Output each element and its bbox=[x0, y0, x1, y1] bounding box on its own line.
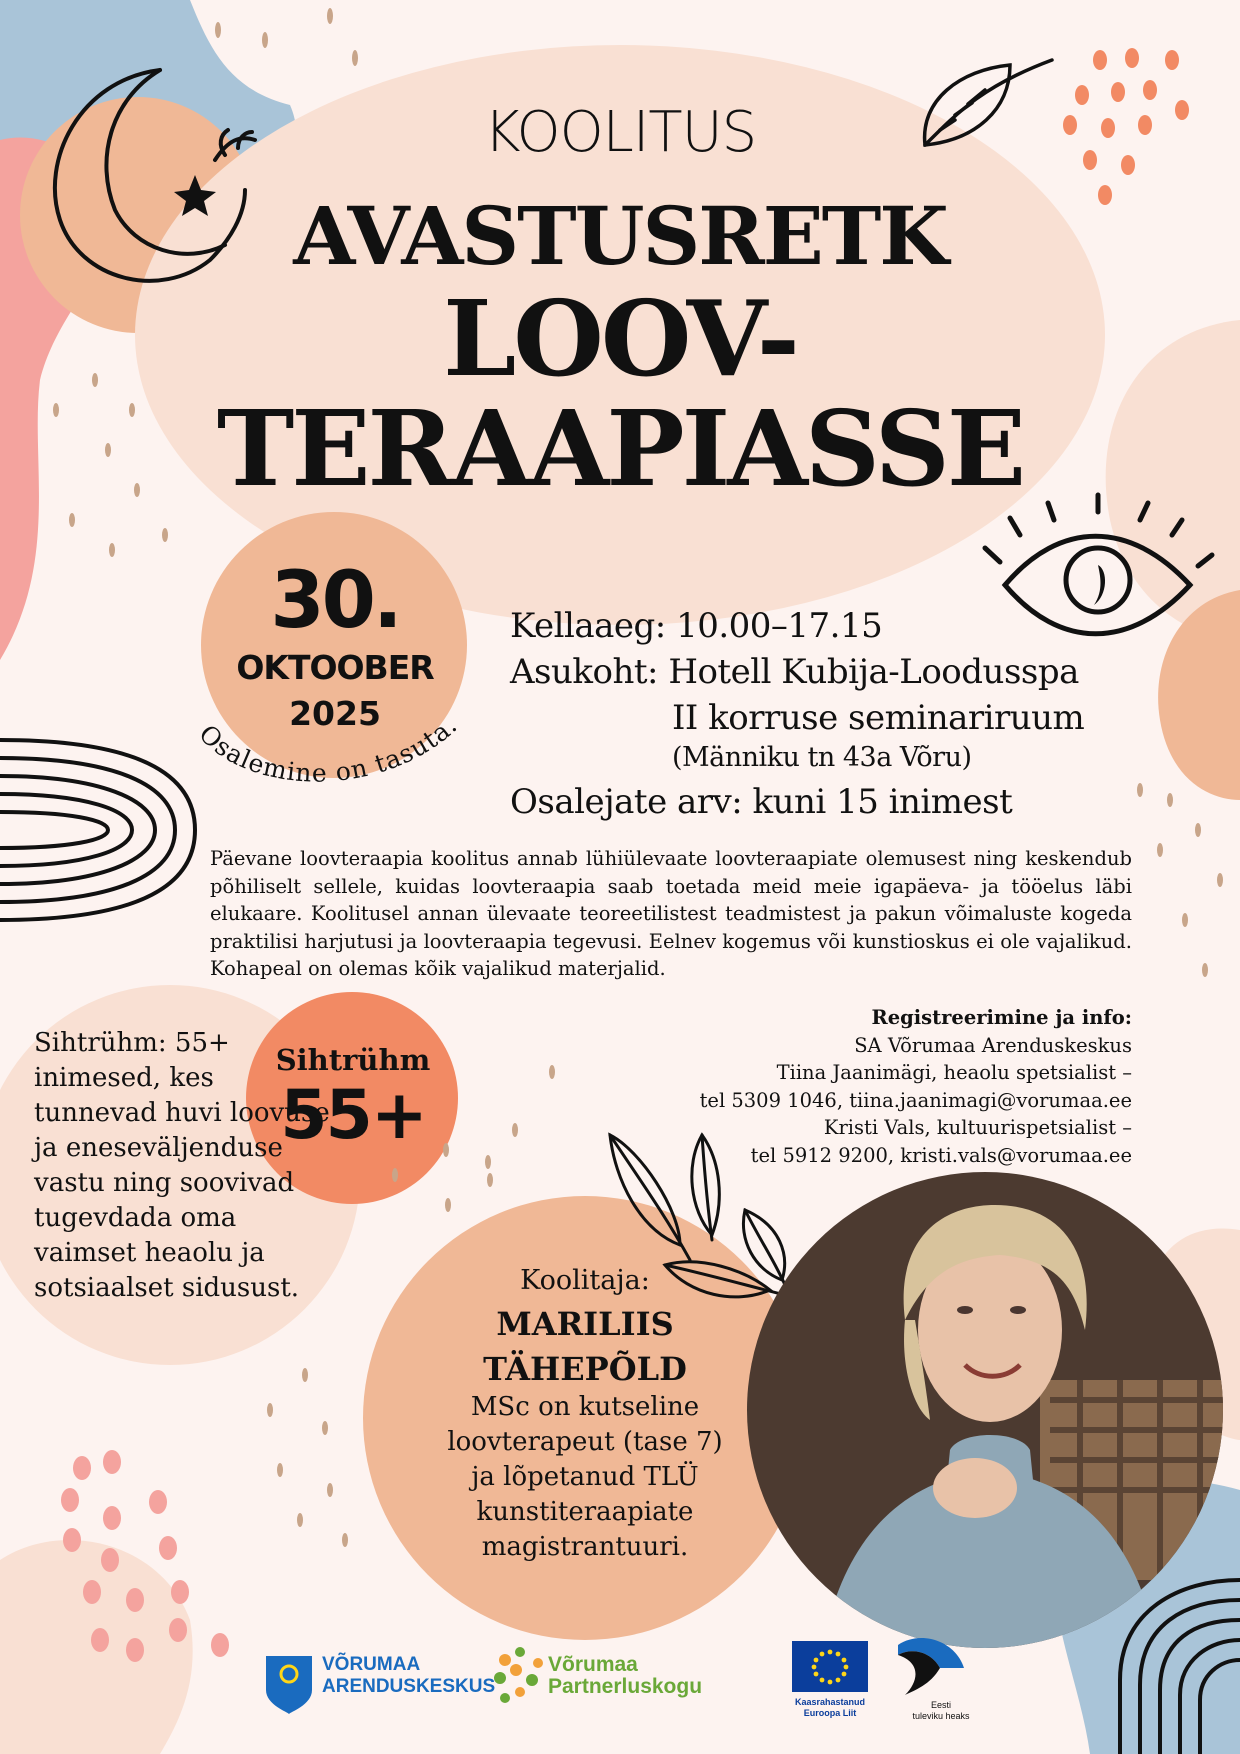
location-line-2: II korruse seminariruum bbox=[672, 698, 1085, 738]
eu-line-1: Kaasrahastanud bbox=[794, 1697, 866, 1707]
eu-logo bbox=[780, 1697, 880, 1719]
title-line-2: LOOV- bbox=[443, 277, 797, 400]
target-badge-label: Sihtrühm bbox=[275, 1043, 431, 1077]
date-day: 30. bbox=[270, 556, 400, 646]
partnerluskogu-line-2: Partnerluskogu bbox=[548, 1675, 703, 1698]
partnerluskogu-line-1: Võrumaa bbox=[548, 1653, 638, 1676]
time-value: 10.00–17.15 bbox=[676, 606, 883, 646]
target-badge-value: 55+ bbox=[280, 1076, 426, 1155]
date-month: OKTOOBER bbox=[236, 648, 434, 687]
event-type: KOOLITUS bbox=[483, 100, 757, 165]
date-year: 2025 bbox=[289, 694, 381, 733]
contact-2-details: tel 5912 9200, kristi.vals@vorumaa.ee bbox=[750, 1143, 1132, 1167]
target-description: Sihtrühm: 55+ inimesed, kes tunnevad huvi loovuse ja eneseväljenduse vastu ning soovivad tugevdada oma vaimset heaolu ja sotsiaalset sidusust. bbox=[34, 1028, 330, 1303]
arenduskeskus-line-2: ARENDUSKESKUS bbox=[322, 1676, 496, 1697]
trainer-bio-3: ja lõpetanud TLÜ bbox=[471, 1462, 699, 1492]
location-line-1: Hotell Kubija-Loodusspa bbox=[668, 652, 1079, 692]
registration-org: SA Võrumaa Arenduskeskus bbox=[854, 1033, 1132, 1057]
estonia-line-2: tuleviku heaks bbox=[912, 1711, 970, 1721]
location-label: Asukoht: bbox=[510, 652, 658, 692]
trainer-bio-4: kunstiteraapiate bbox=[476, 1497, 694, 1527]
contact-2-name: Kristi Vals, kultuurispetsialist – bbox=[823, 1116, 1132, 1139]
contact-1-name: Tiina Jaanimägi, heaolu spetsialist – bbox=[776, 1061, 1132, 1084]
trainer-name-1: MARILIIS bbox=[496, 1305, 674, 1343]
trainer-bio-2: loovterapeut (tase 7) bbox=[447, 1427, 723, 1457]
location-address: (Männiku tn 43a Võru) bbox=[672, 742, 972, 773]
arenduskeskus-logo bbox=[322, 1654, 495, 1698]
trainer-bio-1: MSc on kutseline bbox=[470, 1392, 700, 1422]
description: Päevane loovteraapia koolitus annab lühiülevaate loovteraapiate olemusest ning keskendub põhiliselt sellele, kuidas loovteraapia saab toetada meid meie igapäeva- ja tööelus läbi elukaare. Koolitusel annan ülevaate teoreetilistest teadmistest ja pakun võimaluste kogeda praktilisi harjutusi ja loovteraapia tegevusi. Eelnev kogemus või kunstioskus ei ole vajalikud. Kohapeal on olemas kõik vajalikud materjalid. bbox=[210, 847, 1132, 980]
partnerluskogu-logo-icon bbox=[494, 1647, 543, 1703]
estonia-logo bbox=[896, 1700, 986, 1722]
trainer-label: Koolitaja: bbox=[520, 1265, 650, 1296]
estonia-logo-icon bbox=[898, 1638, 964, 1695]
arenduskeskus-line-1: VÕRUMAA bbox=[322, 1654, 421, 1675]
contact-1-details: tel 5309 1046, tiina.jaanimagi@vorumaa.ee bbox=[699, 1088, 1132, 1112]
partnerluskogu-logo bbox=[548, 1654, 702, 1698]
title-line-1: AVASTUSRETK bbox=[293, 189, 947, 283]
trainer-bio-5: magistrantuuri. bbox=[481, 1532, 689, 1562]
eu-line-2: Euroopa Liit bbox=[803, 1708, 857, 1718]
trainer-name-2: TÄHEPÕLD bbox=[483, 1350, 687, 1388]
registration-heading: Registreerimine ja info: bbox=[871, 1006, 1132, 1029]
participants-label: Osalejate arv: bbox=[510, 782, 743, 822]
time-label: Kellaaeg: bbox=[510, 606, 666, 646]
free-note-text: Osalemine on tasuta. bbox=[193, 710, 464, 788]
title-line-3: TERAAPIASSE bbox=[216, 387, 1024, 510]
participants-value: kuni 15 inimest bbox=[752, 782, 1013, 822]
estonia-line-1: Eesti bbox=[930, 1700, 951, 1710]
